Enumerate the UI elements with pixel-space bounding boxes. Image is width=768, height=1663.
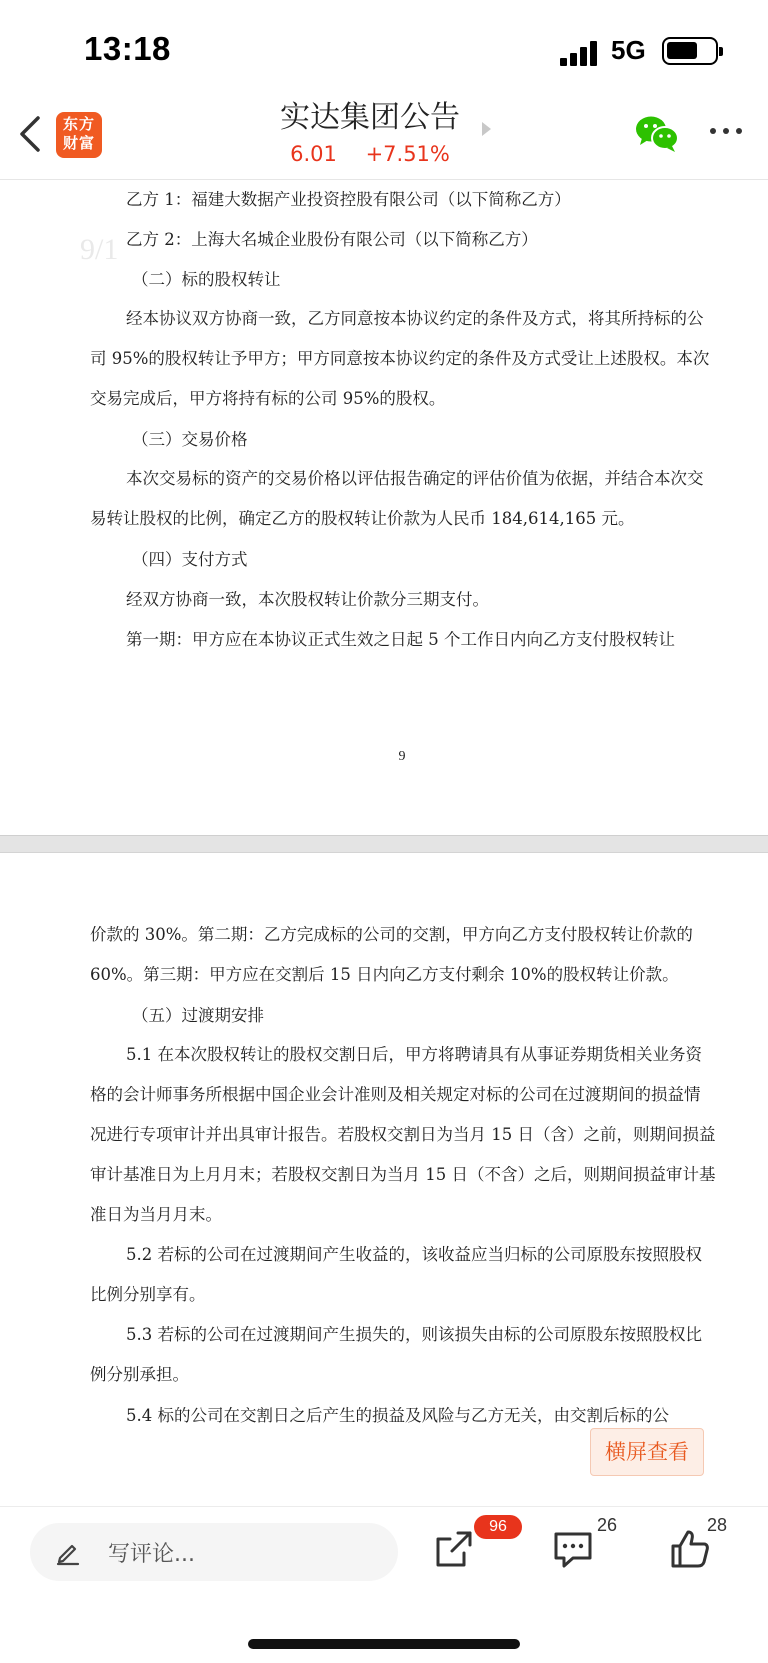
paragraph: 5.3 若标的公司在过渡期间产生损失的，则该损失由标的公司原股东按照股权比例分别承担。: [90, 1325, 702, 1384]
page-separator: [0, 835, 768, 853]
document-page-10: [0, 853, 768, 1505]
section-heading: （三）交易价格: [132, 430, 248, 449]
logo-text-top: 东方: [62, 115, 95, 133]
wechat-icon[interactable]: [634, 114, 680, 154]
nav-bar: [0, 96, 768, 180]
comment-icon[interactable]: [551, 1527, 595, 1571]
paragraph: 本次交易标的资产的交易价格以评估报告确定的评估价值为依据，并结合本次交易转让股权的比例，确定乙方的股权转让价款为人民币 184,614,165 元。: [90, 469, 704, 528]
more-icon[interactable]: [708, 120, 744, 144]
page-watermark: 9/1: [80, 233, 119, 266]
paragraph: 5.2 若标的公司在过渡期间产生收益的，该收益应当归标的公司原股东按照股权比例分别享有。: [90, 1245, 702, 1304]
play-icon: [482, 122, 491, 136]
comment-input[interactable]: [30, 1523, 398, 1581]
status-bar: [0, 0, 768, 96]
paragraph: 经本协议双方协商一致，乙方同意按本协议约定的条件及方式，将其所持标的公司 95%的股权转让予甲方；甲方同意按本协议约定的条件及方式受让上述股权。本次交易完成后，甲方将持有标的公司 95%的股权。: [90, 309, 710, 408]
paragraph: 经双方协商一致，本次股权转让价款分三期支付。: [126, 590, 489, 609]
likes-count: 28: [707, 1515, 728, 1535]
landscape-view-button[interactable]: 横屏查看: [590, 1428, 704, 1476]
stock-price: 6.01: [290, 142, 337, 166]
paragraph: 乙方 2：上海大名城企业股份有限公司（以下简称乙方）: [126, 230, 538, 249]
paragraph: 第一期：甲方应在本协议正式生效之日起 5 个工作日内向乙方支付股权转让: [126, 630, 675, 649]
logo-text-bottom: 财富: [62, 134, 95, 152]
app-logo[interactable]: [56, 112, 102, 158]
comments-count: 26: [597, 1515, 618, 1535]
section-heading: （五）过渡期安排: [132, 1006, 264, 1025]
home-indicator: [248, 1639, 520, 1649]
status-time: 13:18: [84, 30, 171, 67]
battery-icon: [662, 37, 718, 65]
page-number: 9: [398, 749, 406, 764]
signal-icon: [560, 40, 604, 66]
network-label: 5G: [611, 35, 646, 65]
thumbs-up-icon[interactable]: [668, 1527, 712, 1571]
stock-quote: [240, 140, 500, 168]
paragraph: 价款的 30%。第二期：乙方完成标的公司的交割，甲方向乙方支付股权转让价款的 60%。第三期：甲方应在交割后 15 日内向乙方支付剩余 10%的股权转让价款。: [90, 925, 693, 984]
comment-placeholder: 写评论...: [108, 1542, 195, 1567]
pen-icon: [54, 1538, 82, 1566]
stock-change: +7.51%: [365, 142, 450, 166]
share-count-badge: 96: [474, 1515, 522, 1539]
section-heading: （二）标的股权转让: [132, 270, 281, 289]
paragraph: 5.4 标的公司在交割日之后产生的损益及风险与乙方无关，由交割后标的公: [126, 1406, 669, 1425]
paragraph: 乙方 1：福建大数据产业投资控股有限公司（以下简称乙方）: [126, 190, 571, 209]
document-page-9: [0, 181, 768, 835]
chevron-left-icon[interactable]: [12, 112, 56, 156]
page-title: 实达集团公告: [280, 100, 460, 135]
paragraph: 5.1 在本次股权转让的股权交割日后，甲方将聘请具有从事证券期货相关业务资格的会计师事务所根据中国企业会计准则及相关规定对标的公司在过渡期间的损益情况进行专项审计并出具审计报告。若股权交割日为当月 15 日（含）之前，则期间损益审计基准日为上月月末；若股权交割日为当月 15 日（不含）之后，则期间损益审计基准日为当月月末。: [90, 1045, 716, 1224]
bottom-action-bar: [0, 1506, 768, 1663]
share-icon[interactable]: [432, 1527, 476, 1571]
section-heading: （四）支付方式: [132, 550, 248, 569]
title-block: [240, 98, 500, 168]
